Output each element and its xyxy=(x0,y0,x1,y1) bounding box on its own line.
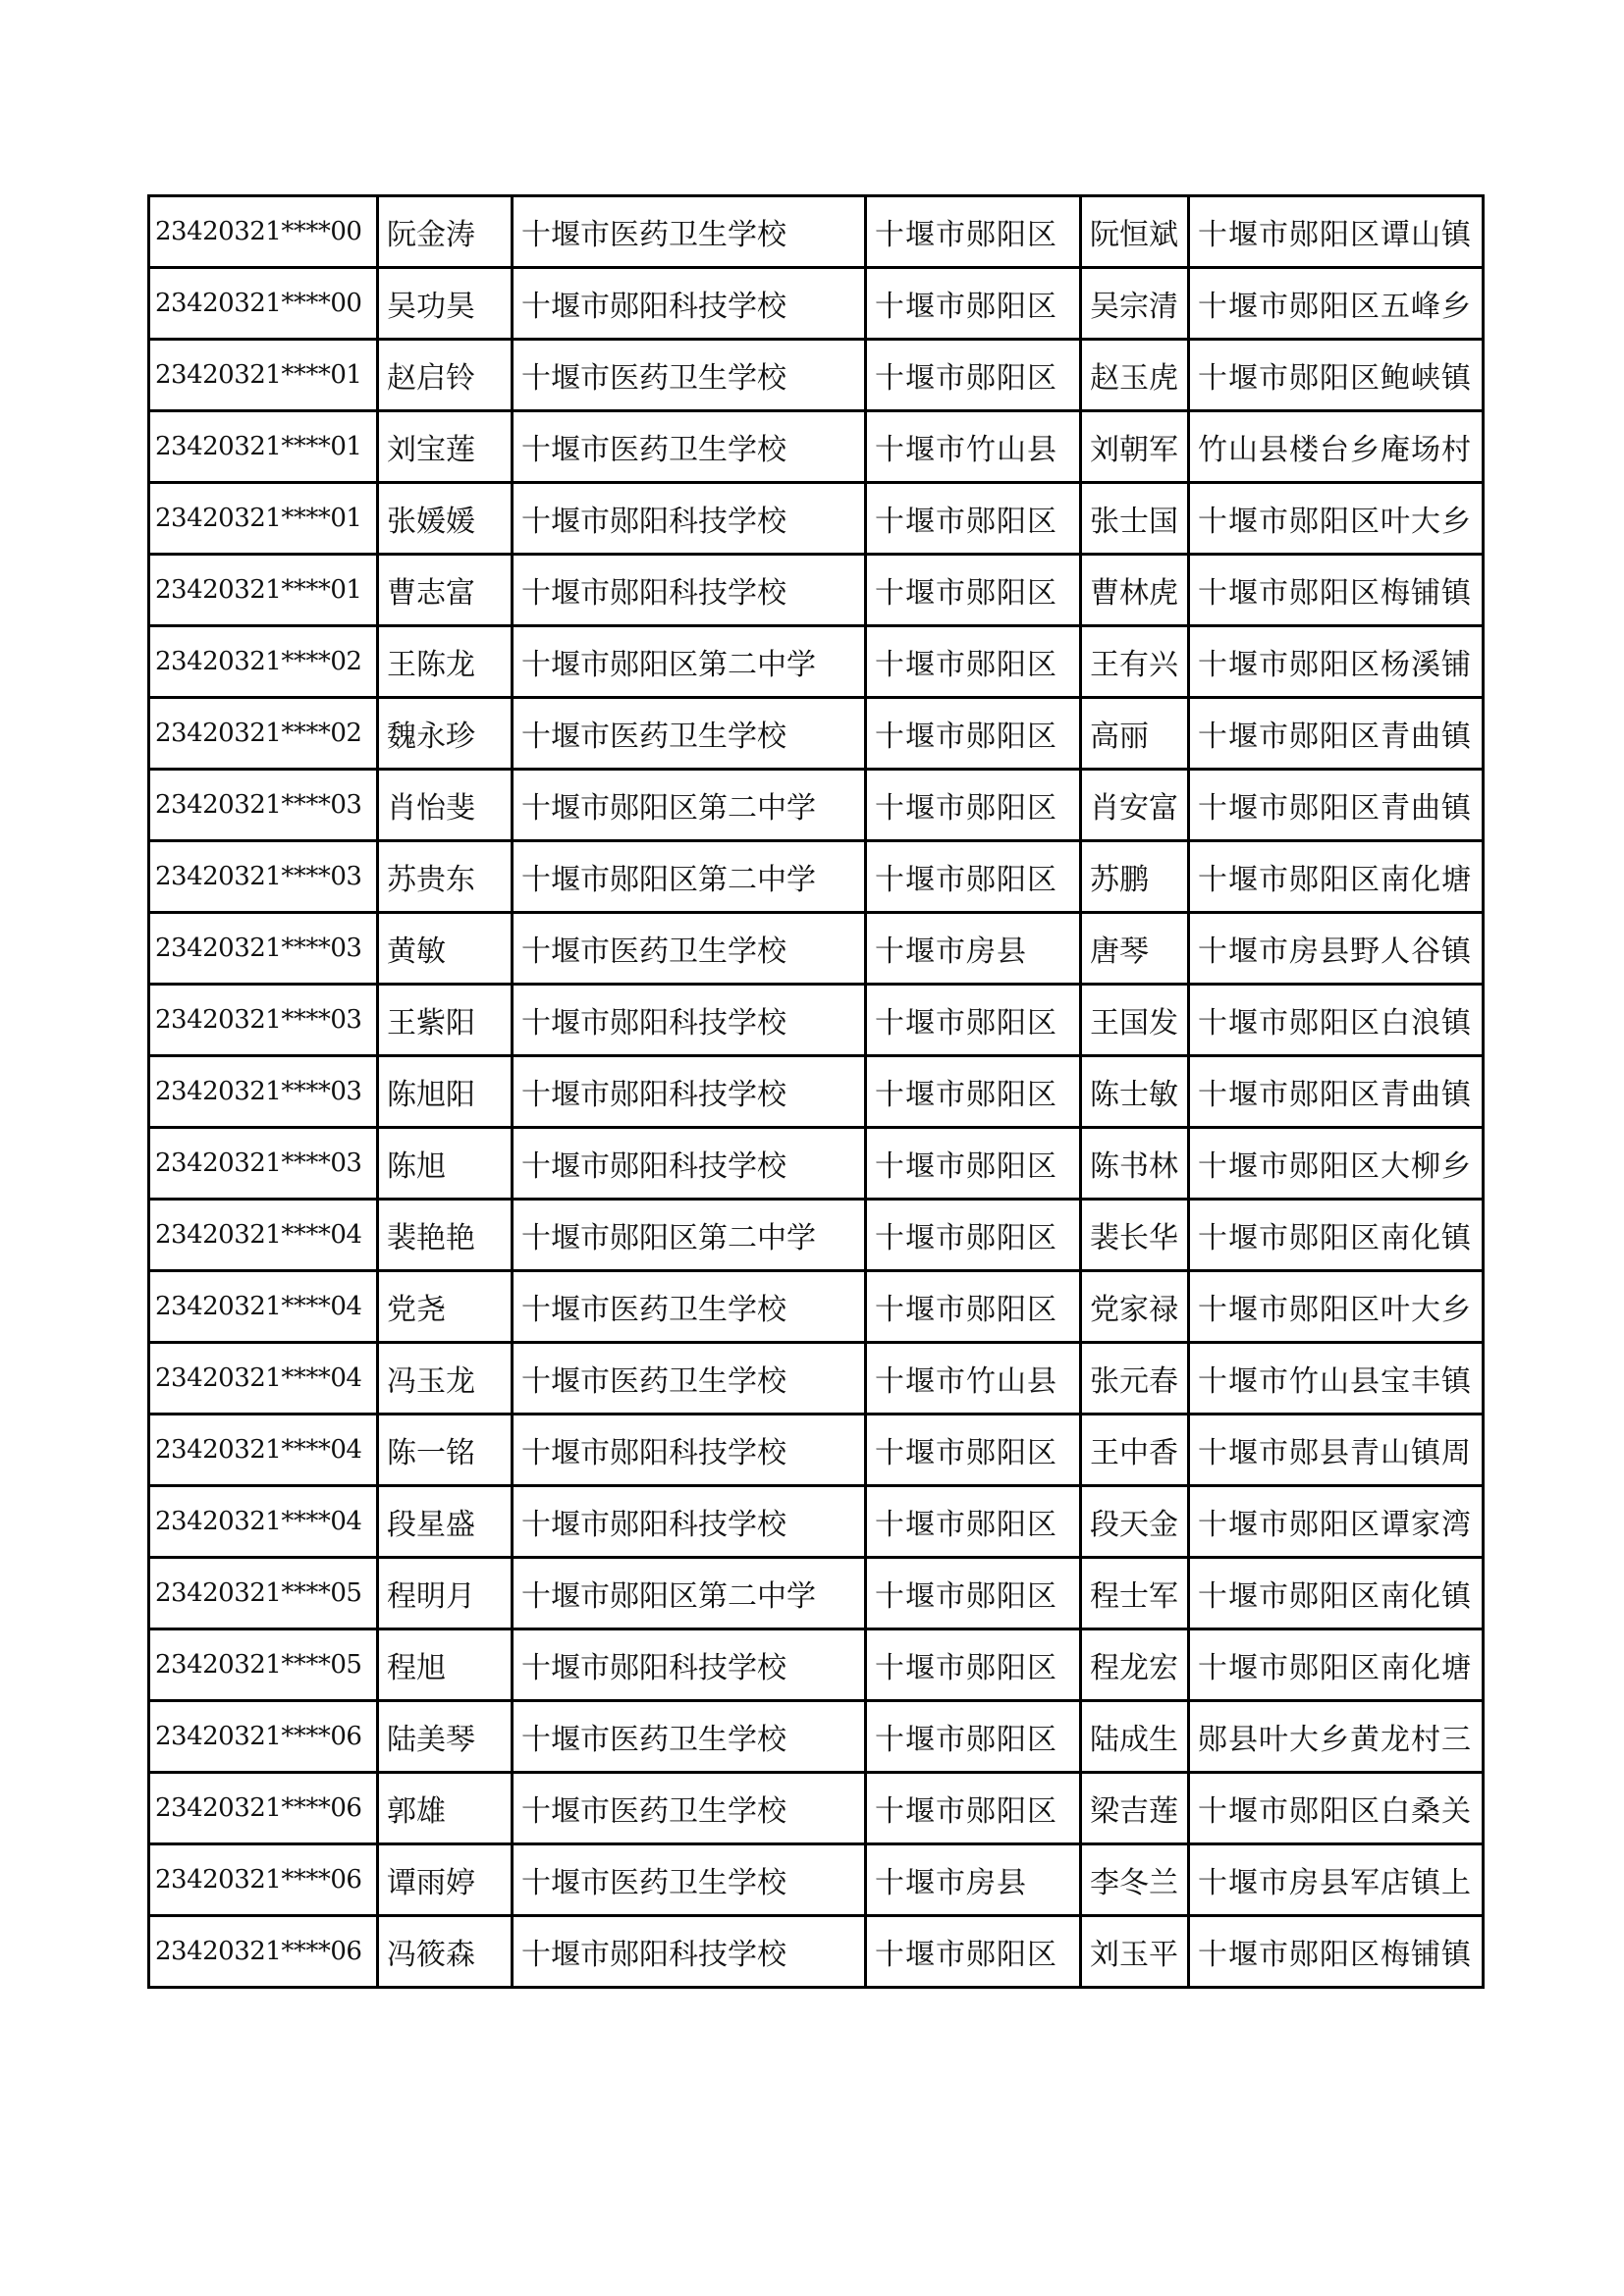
region-cell: 十堰市郧阳区 xyxy=(866,483,1081,555)
student-name-cell: 程明月 xyxy=(378,1558,513,1629)
table-row xyxy=(149,1415,1484,1486)
table-row xyxy=(149,913,1484,985)
student-name-cell: 王紫阳 xyxy=(378,985,513,1056)
school-cell: 十堰市医药卫生学校 xyxy=(513,411,866,483)
table-row xyxy=(149,1128,1484,1200)
table-row xyxy=(149,1844,1484,1916)
school-cell: 十堰市医药卫生学校 xyxy=(513,1844,866,1916)
id-number-cell: 23420321****06 xyxy=(149,1773,378,1844)
id-number-cell: 23420321****04 xyxy=(149,1415,378,1486)
region-cell: 十堰市郧阳区 xyxy=(866,268,1081,340)
school-cell: 十堰市医药卫生学校 xyxy=(513,340,866,411)
school-cell: 十堰市郧阳科技学校 xyxy=(513,1415,866,1486)
region-cell: 十堰市郧阳区 xyxy=(866,1271,1081,1343)
school-cell: 十堰市医药卫生学校 xyxy=(513,1271,866,1343)
school-cell: 十堰市郧阳区第二中学 xyxy=(513,1558,866,1629)
school-cell: 十堰市郧阳科技学校 xyxy=(513,483,866,555)
id-number-cell: 23420321****00 xyxy=(149,196,378,268)
student-name-cell: 党尧 xyxy=(378,1271,513,1343)
school-cell: 十堰市医药卫生学校 xyxy=(513,913,866,985)
id-number-cell: 23420321****06 xyxy=(149,1701,378,1773)
region-cell: 十堰市郧阳区 xyxy=(866,698,1081,770)
table-row xyxy=(149,268,1484,340)
table-row xyxy=(149,698,1484,770)
student-name-cell: 张媛媛 xyxy=(378,483,513,555)
address-cell: 十堰市郧阳区白桑关 xyxy=(1189,1773,1484,1844)
address-cell: 十堰市郧阳区青曲镇 xyxy=(1189,770,1484,841)
school-cell: 十堰市医药卫生学校 xyxy=(513,196,866,268)
region-cell: 十堰市房县 xyxy=(866,913,1081,985)
id-number-cell: 23420321****00 xyxy=(149,268,378,340)
guardian-name-cell: 段天金 xyxy=(1081,1486,1189,1558)
document-page xyxy=(147,194,1485,1989)
region-cell: 十堰市郧阳区 xyxy=(866,340,1081,411)
table-row xyxy=(149,626,1484,698)
address-cell: 十堰市郧阳区谭山镇 xyxy=(1189,196,1484,268)
address-cell: 十堰市郧阳区大柳乡 xyxy=(1189,1128,1484,1200)
id-number-cell: 23420321****01 xyxy=(149,411,378,483)
table-row xyxy=(149,483,1484,555)
guardian-name-cell: 刘玉平 xyxy=(1081,1916,1189,1988)
table-row xyxy=(149,1343,1484,1415)
region-cell: 十堰市郧阳区 xyxy=(866,1701,1081,1773)
guardian-name-cell: 党家禄 xyxy=(1081,1271,1189,1343)
id-number-cell: 23420321****03 xyxy=(149,913,378,985)
student-name-cell: 谭雨婷 xyxy=(378,1844,513,1916)
school-cell: 十堰市郧阳科技学校 xyxy=(513,985,866,1056)
school-cell: 十堰市郧阳区第二中学 xyxy=(513,770,866,841)
id-number-cell: 23420321****03 xyxy=(149,1128,378,1200)
student-name-cell: 曹志富 xyxy=(378,555,513,626)
guardian-name-cell: 王中香 xyxy=(1081,1415,1189,1486)
guardian-name-cell: 陆成生 xyxy=(1081,1701,1189,1773)
address-cell: 十堰市郧阳区杨溪铺 xyxy=(1189,626,1484,698)
address-cell: 十堰市郧阳区梅铺镇 xyxy=(1189,1916,1484,1988)
guardian-name-cell: 赵玉虎 xyxy=(1081,340,1189,411)
student-name-cell: 吴功昊 xyxy=(378,268,513,340)
student-name-cell: 郭雄 xyxy=(378,1773,513,1844)
student-name-cell: 阮金涛 xyxy=(378,196,513,268)
region-cell: 十堰市郧阳区 xyxy=(866,1200,1081,1271)
table-row xyxy=(149,1629,1484,1701)
guardian-name-cell: 肖安富 xyxy=(1081,770,1189,841)
guardian-name-cell: 苏鹏 xyxy=(1081,841,1189,913)
guardian-name-cell: 吴宗清 xyxy=(1081,268,1189,340)
guardian-name-cell: 陈书林 xyxy=(1081,1128,1189,1200)
school-cell: 十堰市郧阳科技学校 xyxy=(513,1486,866,1558)
id-number-cell: 23420321****06 xyxy=(149,1916,378,1988)
table-row xyxy=(149,555,1484,626)
student-name-cell: 陈旭阳 xyxy=(378,1056,513,1128)
guardian-name-cell: 王国发 xyxy=(1081,985,1189,1056)
id-number-cell: 23420321****03 xyxy=(149,1056,378,1128)
id-number-cell: 23420321****01 xyxy=(149,483,378,555)
school-cell: 十堰市郧阳区第二中学 xyxy=(513,841,866,913)
region-cell: 十堰市郧阳区 xyxy=(866,841,1081,913)
school-cell: 十堰市郧阳科技学校 xyxy=(513,1128,866,1200)
id-number-cell: 23420321****05 xyxy=(149,1629,378,1701)
id-number-cell: 23420321****04 xyxy=(149,1200,378,1271)
school-cell: 十堰市郧阳科技学校 xyxy=(513,555,866,626)
id-number-cell: 23420321****06 xyxy=(149,1844,378,1916)
student-name-cell: 陆美琴 xyxy=(378,1701,513,1773)
region-cell: 十堰市郧阳区 xyxy=(866,196,1081,268)
address-cell: 十堰市郧阳区白浪镇 xyxy=(1189,985,1484,1056)
id-number-cell: 23420321****02 xyxy=(149,626,378,698)
student-name-cell: 苏贵东 xyxy=(378,841,513,913)
school-cell: 十堰市医药卫生学校 xyxy=(513,1343,866,1415)
region-cell: 十堰市郧阳区 xyxy=(866,1128,1081,1200)
id-number-cell: 23420321****01 xyxy=(149,340,378,411)
address-cell: 十堰市郧县青山镇周 xyxy=(1189,1415,1484,1486)
table-row xyxy=(149,770,1484,841)
region-cell: 十堰市郧阳区 xyxy=(866,555,1081,626)
region-cell: 十堰市郧阳区 xyxy=(866,626,1081,698)
address-cell: 郧县叶大乡黄龙村三 xyxy=(1189,1701,1484,1773)
address-cell: 十堰市竹山县宝丰镇 xyxy=(1189,1343,1484,1415)
region-cell: 十堰市郧阳区 xyxy=(866,985,1081,1056)
school-cell: 十堰市郧阳区第二中学 xyxy=(513,626,866,698)
student-name-cell: 魏永珍 xyxy=(378,698,513,770)
school-cell: 十堰市郧阳科技学校 xyxy=(513,1056,866,1128)
region-cell: 十堰市郧阳区 xyxy=(866,1916,1081,1988)
id-number-cell: 23420321****02 xyxy=(149,698,378,770)
address-cell: 十堰市房县军店镇上 xyxy=(1189,1844,1484,1916)
table-body xyxy=(149,196,1484,1988)
id-number-cell: 23420321****04 xyxy=(149,1486,378,1558)
guardian-name-cell: 梁吉莲 xyxy=(1081,1773,1189,1844)
id-number-cell: 23420321****01 xyxy=(149,555,378,626)
address-cell: 十堰市郧阳区五峰乡 xyxy=(1189,268,1484,340)
address-cell: 十堰市郧阳区青曲镇 xyxy=(1189,698,1484,770)
school-cell: 十堰市医药卫生学校 xyxy=(513,1773,866,1844)
region-cell: 十堰市郧阳区 xyxy=(866,770,1081,841)
school-cell: 十堰市郧阳科技学校 xyxy=(513,1629,866,1701)
region-cell: 十堰市竹山县 xyxy=(866,1343,1081,1415)
table-row xyxy=(149,1200,1484,1271)
student-name-cell: 陈一铭 xyxy=(378,1415,513,1486)
school-cell: 十堰市郧阳科技学校 xyxy=(513,1916,866,1988)
student-roster-table xyxy=(147,194,1485,1989)
address-cell: 十堰市郧阳区叶大乡 xyxy=(1189,483,1484,555)
guardian-name-cell: 程龙宏 xyxy=(1081,1629,1189,1701)
table-row xyxy=(149,1056,1484,1128)
student-name-cell: 黄敏 xyxy=(378,913,513,985)
id-number-cell: 23420321****05 xyxy=(149,1558,378,1629)
address-cell: 十堰市郧阳区谭家湾 xyxy=(1189,1486,1484,1558)
school-cell: 十堰市医药卫生学校 xyxy=(513,1701,866,1773)
address-cell: 十堰市郧阳区南化镇 xyxy=(1189,1558,1484,1629)
id-number-cell: 23420321****03 xyxy=(149,985,378,1056)
region-cell: 十堰市郧阳区 xyxy=(866,1773,1081,1844)
region-cell: 十堰市郧阳区 xyxy=(866,1415,1081,1486)
guardian-name-cell: 唐琴 xyxy=(1081,913,1189,985)
guardian-name-cell: 刘朝军 xyxy=(1081,411,1189,483)
school-cell: 十堰市医药卫生学校 xyxy=(513,698,866,770)
table-row xyxy=(149,196,1484,268)
guardian-name-cell: 张元春 xyxy=(1081,1343,1189,1415)
student-name-cell: 陈旭 xyxy=(378,1128,513,1200)
table-row xyxy=(149,411,1484,483)
region-cell: 十堰市竹山县 xyxy=(866,411,1081,483)
guardian-name-cell: 王有兴 xyxy=(1081,626,1189,698)
guardian-name-cell: 阮恒斌 xyxy=(1081,196,1189,268)
school-cell: 十堰市郧阳区第二中学 xyxy=(513,1200,866,1271)
student-name-cell: 程旭 xyxy=(378,1629,513,1701)
region-cell: 十堰市郧阳区 xyxy=(866,1056,1081,1128)
table-row xyxy=(149,1916,1484,1988)
student-name-cell: 赵启铃 xyxy=(378,340,513,411)
guardian-name-cell: 曹林虎 xyxy=(1081,555,1189,626)
region-cell: 十堰市郧阳区 xyxy=(866,1558,1081,1629)
table-row xyxy=(149,1271,1484,1343)
student-name-cell: 冯筱森 xyxy=(378,1916,513,1988)
region-cell: 十堰市郧阳区 xyxy=(866,1629,1081,1701)
address-cell: 十堰市郧阳区叶大乡 xyxy=(1189,1271,1484,1343)
id-number-cell: 23420321****03 xyxy=(149,770,378,841)
address-cell: 十堰市郧阳区鲍峡镇 xyxy=(1189,340,1484,411)
table-row xyxy=(149,1558,1484,1629)
table-row xyxy=(149,340,1484,411)
table-row xyxy=(149,1486,1484,1558)
address-cell: 十堰市房县野人谷镇 xyxy=(1189,913,1484,985)
id-number-cell: 23420321****03 xyxy=(149,841,378,913)
student-name-cell: 段星盛 xyxy=(378,1486,513,1558)
id-number-cell: 23420321****04 xyxy=(149,1271,378,1343)
region-cell: 十堰市郧阳区 xyxy=(866,1486,1081,1558)
table-row xyxy=(149,1701,1484,1773)
guardian-name-cell: 陈士敏 xyxy=(1081,1056,1189,1128)
student-name-cell: 王陈龙 xyxy=(378,626,513,698)
address-cell: 十堰市郧阳区南化塘 xyxy=(1189,1629,1484,1701)
guardian-name-cell: 李冬兰 xyxy=(1081,1844,1189,1916)
student-name-cell: 冯玉龙 xyxy=(378,1343,513,1415)
table-row xyxy=(149,841,1484,913)
guardian-name-cell: 程士军 xyxy=(1081,1558,1189,1629)
address-cell: 十堰市郧阳区南化塘 xyxy=(1189,841,1484,913)
student-name-cell: 裴艳艳 xyxy=(378,1200,513,1271)
student-name-cell: 刘宝莲 xyxy=(378,411,513,483)
address-cell: 十堰市郧阳区梅铺镇 xyxy=(1189,555,1484,626)
table-row xyxy=(149,1773,1484,1844)
table-row xyxy=(149,985,1484,1056)
student-name-cell: 肖怡斐 xyxy=(378,770,513,841)
address-cell: 十堰市郧阳区南化镇 xyxy=(1189,1200,1484,1271)
region-cell: 十堰市房县 xyxy=(866,1844,1081,1916)
guardian-name-cell: 裴长华 xyxy=(1081,1200,1189,1271)
address-cell: 竹山县楼台乡庵场村 xyxy=(1189,411,1484,483)
school-cell: 十堰市郧阳科技学校 xyxy=(513,268,866,340)
address-cell: 十堰市郧阳区青曲镇 xyxy=(1189,1056,1484,1128)
guardian-name-cell: 高丽 xyxy=(1081,698,1189,770)
guardian-name-cell: 张士国 xyxy=(1081,483,1189,555)
id-number-cell: 23420321****04 xyxy=(149,1343,378,1415)
